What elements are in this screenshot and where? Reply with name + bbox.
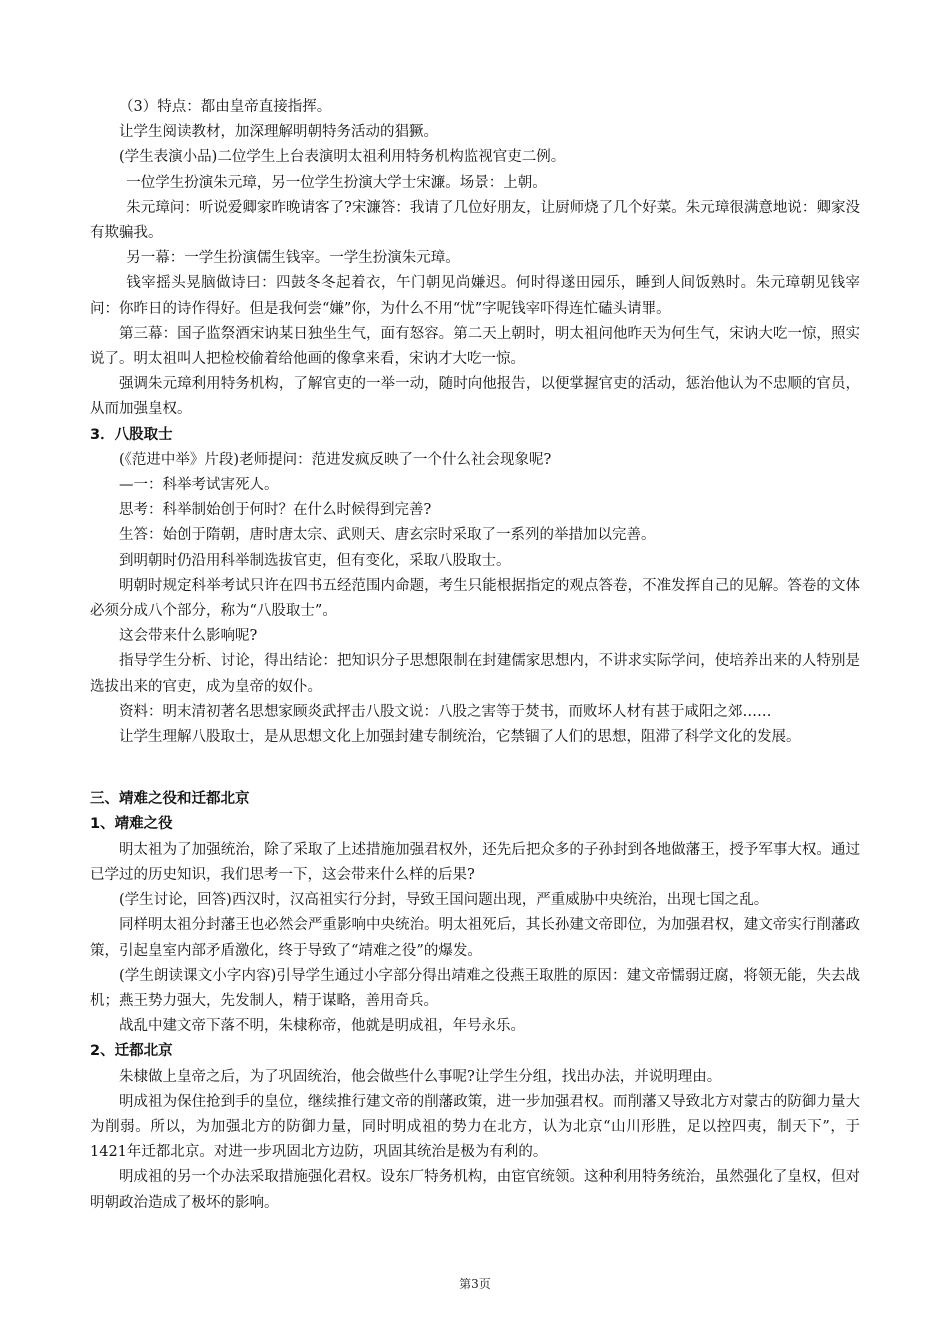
- paragraph: —一：科举考试害死人。: [119, 477, 279, 494]
- paragraph: (学生表演小品)二位学生上台表演明太祖利用特务机构监视官吏二例。: [119, 149, 566, 166]
- paragraph: 指导学生分析、讨论，得出结论：把知识分子思想限制在封建儒家思想内，不讲求实际学问，使培养出来的人特别是选拔出来的官吏，成为皇帝的奴仆。: [90, 653, 860, 695]
- paragraph: 一位学生扮演朱元璋，另一位学生扮演大学士宋濂。场景：上朝。: [126, 174, 547, 191]
- section-heading: 三、靖难之役和迁都北京: [90, 791, 250, 808]
- paragraph: 朱元璋问：听说爱卿家昨晚请客了?宋濂答：我请了几位好朋友，让厨师烧了几个好菜。朱元璋很满意地说：卿家没有欺骗我。: [90, 199, 860, 242]
- document-body: [90, 95, 860, 1216]
- paragraph: 让学生理解八股取士，是从思想文化上加强封建专制统治，它禁锢了人们的思想，阻滞了科学文化的发展。: [119, 729, 801, 746]
- paragraph: 明朝时规定科举考试只许在四书五经范围内命题，考生只能根据指定的观点答卷，不准发挥自己的见解。答卷的文体必须分成八个部分，称为“八股取士”。: [90, 577, 860, 620]
- paragraph: 强调朱元璋利用特务机构，了解官吏的一举一动，随时向他报告，以便掌握官吏的活动，惩治他认为不忠顺的官员，从而加强皇权。: [90, 376, 860, 418]
- paragraph: 第三幕：国子监祭酒宋讷某日独坐生气，面有怒容。第二天上朝时，明太祖问他昨天为何生气，宋讷大吃一惊，照实说了。明太祖叫人把检校偷着给他画的像拿来看，宋讷才大吃一惊。: [90, 325, 860, 368]
- paragraph: 同样明太祖分封藩王也必然会严重影响中央统治。明太祖死后，其长孙建文帝即位，为加强君权，建文帝实行削藩政策，引起皇室内部矛盾激化，终于导致了“靖难之役”的爆发。: [90, 917, 860, 959]
- paragraph: 生答：始创于隋朝，唐时唐太宗、武则天、唐玄宗时采取了一系列的举措加以完善。: [119, 527, 656, 544]
- paragraph: 明太祖为了加强统治，除了采取了上述措施加强君权外，还先后把众多的子孙封到各地做藩王，授予军事大权。通过已学过的历史知识，我们思考一下，这会带来什么样的后果?: [90, 841, 860, 883]
- paragraph: 到明朝时仍沿用科举制选拔官吏，但有变化，采取八股取士。: [119, 552, 511, 569]
- heading-qiandu: 2、迁都北京: [90, 1043, 173, 1060]
- paragraph: (学生朗读课文小字内容)引导学生通过小字部分得出靖难之役燕王取胜的原因：建文帝懦弱迂腐，将领无能，失去战机；燕王势力强大，先发制人，精于谋略，善用奇兵。: [90, 967, 860, 1009]
- paragraph: （3）特点：都由皇帝直接指挥。: [119, 99, 332, 115]
- paragraph: 思考：科举制始创于何时？在什么时候得到完善?: [119, 502, 432, 519]
- page-number: 第3页: [459, 1277, 491, 1291]
- paragraph: 明成祖的另一个办法采取措施强化君权。设东厂特务机构，由宦官统领。这种利用特务统治，虽然强化了皇权，但对明朝政治造成了极坏的影响。: [90, 1169, 860, 1211]
- paragraph: 这会带来什么影响呢?: [119, 628, 258, 645]
- paragraph: 让学生阅读教材，加深理解明朝特务活动的猖獗。: [119, 124, 438, 141]
- paragraph: 战乱中建文帝下落不明，朱棣称帝，他就是明成祖，年号永乐。: [119, 1018, 525, 1035]
- paragraph: 资料：明末清初著名思想家顾炎武抨击八股文说：八股之害等于焚书，而败坏人材有甚于咸阳之郊……: [119, 703, 772, 720]
- paragraph: 朱棣做上皇帝之后，为了巩固统治，他会做些什么事呢?让学生分组，找出办法，并说明理由。: [119, 1068, 722, 1085]
- paragraph: (学生讨论，回答)西汉时，汉高祖实行分封，导致王国问题出现，严重威胁中央统治，出现七国之乱。: [119, 892, 769, 909]
- heading-bagu-qushi: 3．八股取士: [90, 426, 173, 443]
- paragraph: 明成祖为保住抢到手的皇位，继续推行建文帝的削藩政策，进一步加强君权。而削藩又导致北方对蒙古的防御力量大为削弱。所以，为加强北方的防御力量，同时明成祖的势力在北方，认为北京“山川形胜，足以控四夷，制天下”，于1421年迁都北京。对进一步巩固北方边防，巩固其统治是极为有利的。: [90, 1093, 860, 1161]
- heading-jingnan: 1、靖难之役: [90, 816, 173, 833]
- paragraph: 另一幕：一学生扮演儒生钱宰。一学生扮演朱元璋。: [126, 250, 460, 267]
- paragraph: 钱宰摇头晃脑做诗曰：四鼓冬冬起着衣，午门朝见尚嫌迟。何时得遂田园乐，睡到人间饭熟时。朱元璋朝见钱宰问：你昨日的诗作得好。但是我何尝“嫌”你，为什么不用“忧”字呢钱宰吓得连忙磕头请罪。: [90, 275, 860, 317]
- paragraph: (《范进中举》片段)老师提问：范进发疯反映了一个什么社会现象呢?: [119, 451, 552, 468]
